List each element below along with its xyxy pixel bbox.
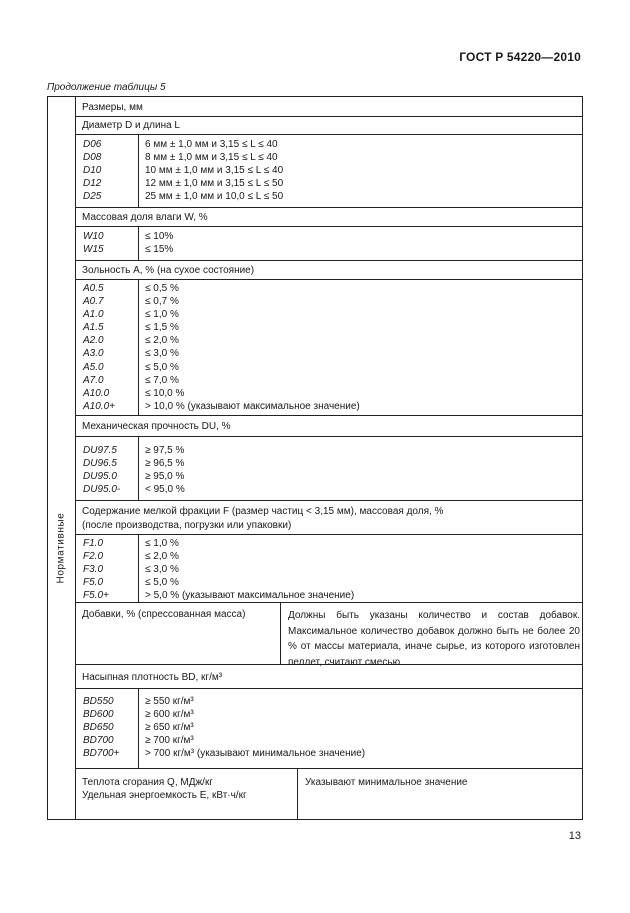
section-title-line2: (после производства, погрузки или упаковки) bbox=[82, 520, 292, 531]
list-item: DU96.5 bbox=[83, 458, 117, 470]
section-sizes bbox=[75, 97, 582, 117]
list-item: ≤ 1,5 % bbox=[145, 322, 179, 334]
list-item: ≥ 600 кг/м³ bbox=[145, 709, 194, 721]
column-divider bbox=[280, 603, 281, 664]
section-bulk-density-header bbox=[75, 665, 582, 689]
list-item: ≤ 5,0 % bbox=[145, 577, 179, 589]
list-item: A7.0 bbox=[83, 374, 104, 386]
list-item: ≤ 15% bbox=[145, 244, 174, 256]
list-item: > 5,0 % (указывают максимальное значение) bbox=[145, 590, 355, 602]
list-item: D25 bbox=[83, 191, 102, 203]
list-item: 25 мм ± 1,0 мм и 10,0 ≤ L ≤ 50 bbox=[145, 191, 284, 203]
section-title: Механическая прочность DU, % bbox=[82, 421, 231, 432]
code-list bbox=[83, 282, 115, 413]
list-item: ≥ 700 кг/м³ bbox=[145, 735, 194, 747]
list-item: W10 bbox=[83, 231, 104, 242]
section-title-line2: Удельная энергоемкость E, кВт·ч/кг bbox=[82, 790, 247, 801]
list-item: ≤ 0,5 % bbox=[145, 283, 179, 294]
list-item: ≥ 96,5 % bbox=[145, 458, 185, 470]
list-item: DU97.5 bbox=[83, 445, 117, 456]
list-item: D08 bbox=[83, 152, 102, 164]
section-additives bbox=[75, 603, 582, 668]
list-item: > 10,0 % (указывают максимальное значение) bbox=[145, 400, 360, 412]
section-fines-values bbox=[75, 535, 582, 603]
section-moisture-header bbox=[75, 208, 582, 227]
list-item: ≤ 0,7 % bbox=[145, 296, 179, 308]
list-item: D06 bbox=[83, 139, 102, 150]
list-item: D10 bbox=[83, 165, 102, 177]
list-item: ≤ 7,0 % bbox=[145, 374, 179, 386]
list-item: W15 bbox=[83, 244, 104, 256]
list-item: ≤ 2,0 % bbox=[145, 551, 179, 563]
list-item: 8 мм ± 1,0 мм и 3,15 ≤ L ≤ 40 bbox=[145, 152, 278, 164]
list-item: 12 мм ± 1,0 мм и 3,15 ≤ L ≤ 50 bbox=[145, 178, 284, 190]
column-divider bbox=[138, 437, 139, 500]
column-divider bbox=[138, 280, 139, 415]
side-label-column bbox=[48, 97, 76, 819]
list-item: < 95,0 % bbox=[145, 484, 185, 496]
list-item: DU95.0- bbox=[83, 484, 121, 496]
list-item: ≤ 3,0 % bbox=[145, 348, 179, 360]
list-item: A0.7 bbox=[83, 296, 104, 308]
list-item: ≤ 1,0 % bbox=[145, 538, 179, 549]
section-heat bbox=[75, 769, 582, 819]
column-divider bbox=[138, 535, 139, 602]
value-list bbox=[145, 138, 283, 203]
table-continuation-caption: Продолжение таблицы 5 bbox=[47, 82, 166, 93]
list-item: 10 мм ± 1,0 мм и 3,15 ≤ L ≤ 40 bbox=[145, 165, 284, 177]
list-item: ≥ 95,0 % bbox=[145, 471, 185, 483]
table-5 bbox=[47, 96, 583, 820]
column-divider bbox=[138, 689, 139, 768]
list-item: A10.0+ bbox=[83, 400, 115, 412]
side-label: Нормативные bbox=[55, 512, 67, 584]
list-item: BD700 bbox=[83, 735, 114, 747]
list-item: 6 мм ± 1,0 мм и 3,15 ≤ L ≤ 40 bbox=[145, 139, 278, 150]
section-title: Добавки, % (спрессованная масса) bbox=[82, 609, 246, 620]
column-divider bbox=[138, 135, 139, 207]
section-diameter-header bbox=[75, 117, 582, 135]
column-divider bbox=[297, 769, 298, 819]
value-list bbox=[145, 695, 365, 760]
list-item: A0.5 bbox=[83, 283, 104, 294]
section-bulk-density-values bbox=[75, 689, 582, 769]
list-item: BD650 bbox=[83, 722, 114, 734]
list-item: F3.0 bbox=[83, 564, 104, 576]
list-item: D12 bbox=[83, 178, 102, 190]
section-diameter-values bbox=[75, 135, 582, 208]
code-list bbox=[83, 230, 104, 256]
list-item: A2.0 bbox=[83, 335, 104, 347]
list-item: BD600 bbox=[83, 709, 114, 721]
section-title: Диаметр D и длина L bbox=[82, 120, 180, 131]
section-durability-header bbox=[75, 416, 582, 437]
page-number: 13 bbox=[568, 830, 581, 842]
list-item: > 700 кг/м³ (указывают минимальное значение) bbox=[145, 748, 366, 760]
list-item: ≥ 97,5 % bbox=[145, 445, 185, 456]
list-item: A5.0 bbox=[83, 361, 104, 373]
value-list bbox=[145, 230, 173, 256]
list-item: ≤ 2,0 % bbox=[145, 335, 179, 347]
section-title: Насыпная плотность BD, кг/м³ bbox=[82, 672, 223, 683]
list-item: ≤ 5,0 % bbox=[145, 361, 179, 373]
list-item: F5.0 bbox=[83, 577, 104, 589]
heat-value: Указывают минимальное значение bbox=[305, 777, 468, 788]
section-title-line1: Теплота сгорания Q, МДж/кг bbox=[82, 777, 213, 788]
list-item: ≤ 10,0 % bbox=[145, 387, 185, 399]
section-durability-values bbox=[75, 437, 582, 501]
section-title: Зольность A, % (на сухое состояние) bbox=[82, 265, 255, 276]
list-item: A1.0 bbox=[83, 309, 104, 321]
list-item: ≤ 3,0 % bbox=[145, 564, 179, 576]
list-item: ≥ 650 кг/м³ bbox=[145, 722, 194, 734]
code-list bbox=[83, 695, 119, 760]
value-list bbox=[145, 444, 185, 496]
code-list bbox=[83, 537, 109, 602]
list-item: ≤ 1,0 % bbox=[145, 309, 179, 321]
list-item: BD700+ bbox=[83, 748, 120, 760]
section-title: Массовая доля влаги W, % bbox=[82, 212, 208, 223]
section-title: Размеры, мм bbox=[82, 102, 143, 113]
value-list bbox=[145, 282, 360, 413]
section-moisture-values bbox=[75, 227, 582, 261]
document-header: ГОСТ Р 54220—2010 bbox=[459, 50, 581, 64]
list-item: A3.0 bbox=[83, 348, 104, 360]
code-list bbox=[83, 444, 120, 496]
section-ash-values bbox=[75, 280, 582, 416]
list-item: F5.0+ bbox=[83, 590, 109, 602]
code-list bbox=[83, 138, 101, 203]
list-item: DU95.0 bbox=[83, 471, 117, 483]
value-list bbox=[145, 537, 354, 602]
section-title-line1: Содержание мелкой фракции F (размер частиц < 3,15 мм), массовая доля, % bbox=[82, 506, 444, 517]
section-ash-header bbox=[75, 261, 582, 280]
column-divider bbox=[138, 227, 139, 260]
additives-description: Должны быть указаны количество и состав добавок. Максимальное количество добавок должно быть не более 20 % от массы материала, иначе сырье, из которого изготовлен пеллет, считают смесью bbox=[288, 610, 580, 668]
list-item: ≥ 550 кг/м³ bbox=[145, 696, 194, 707]
list-item: BD550 bbox=[83, 696, 114, 707]
list-item: A1.5 bbox=[83, 322, 104, 334]
list-item: ≤ 10% bbox=[145, 231, 174, 242]
section-fines-header bbox=[75, 501, 582, 535]
list-item: A10.0 bbox=[83, 387, 110, 399]
list-item: F1.0 bbox=[83, 538, 104, 549]
list-item: F2.0 bbox=[83, 551, 104, 563]
